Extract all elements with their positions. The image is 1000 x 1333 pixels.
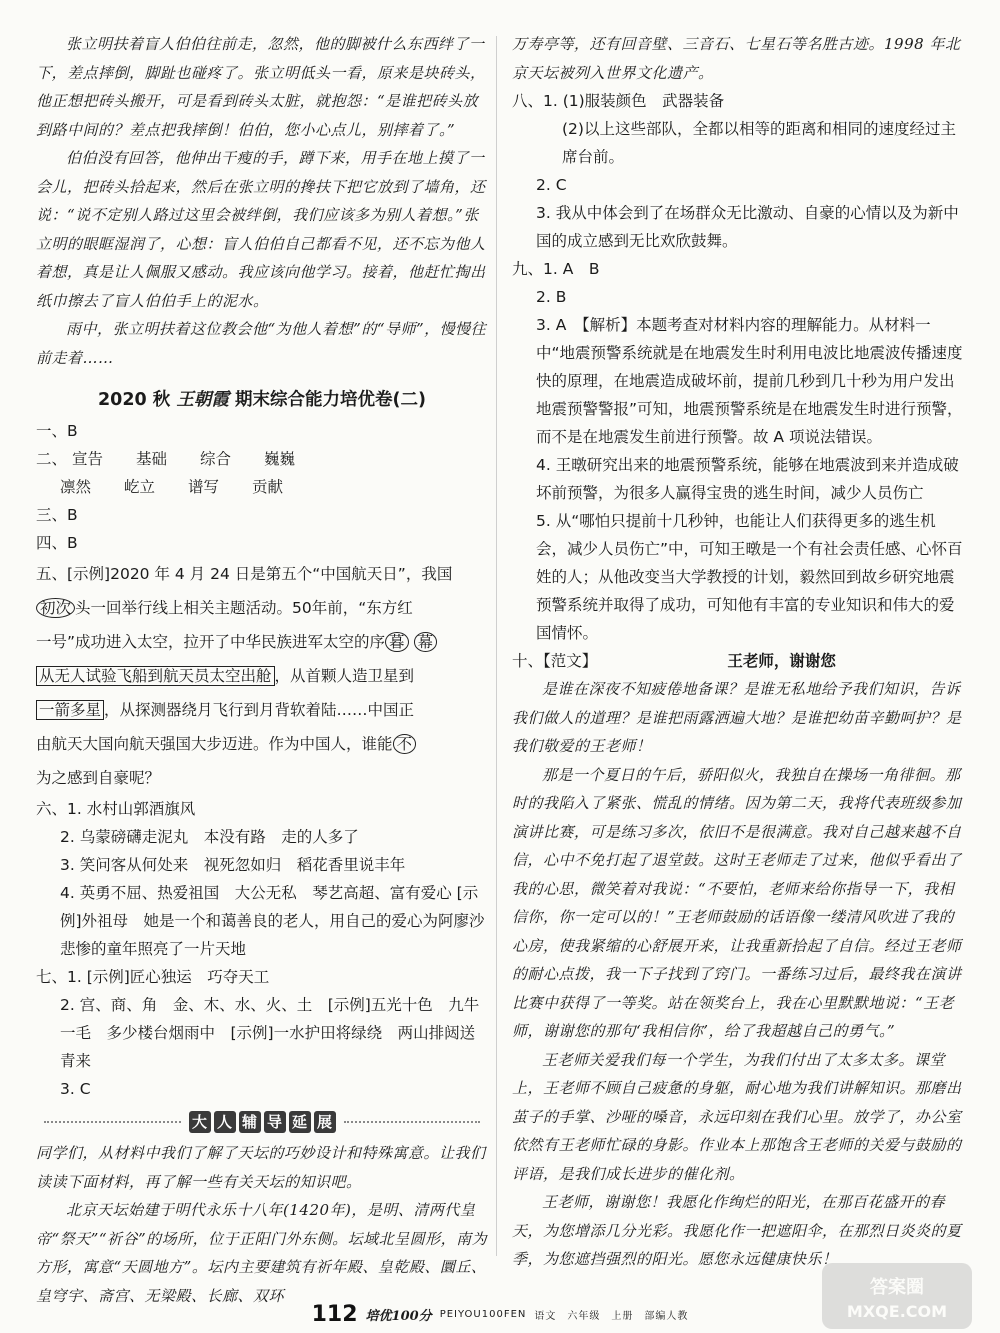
answer-5-line-5	[36, 693, 488, 727]
correction-mark: 幕	[414, 632, 438, 652]
word: 基础	[135, 450, 167, 468]
footer-brand-en: PEIYOU100FEN	[439, 1308, 527, 1320]
banner-char: 导	[264, 1111, 286, 1133]
answer-8-line-3: 2. C	[536, 176, 567, 194]
svg-text:MXQE.COM: MXQE.COM	[846, 1302, 948, 1321]
answer-10-header	[512, 647, 966, 675]
banner-char: 展	[314, 1111, 336, 1133]
answer-5-line-7: 为之感到自豪呢？	[36, 769, 161, 787]
answer-9-line-2: 2. B	[536, 288, 567, 306]
correction-circle: 初次	[36, 598, 75, 618]
answer-1: 一、B	[36, 422, 78, 440]
banner-char: 辅	[239, 1111, 261, 1133]
answer-10-label: 十、【范文】	[512, 652, 598, 670]
banner-char: 延	[289, 1111, 311, 1133]
column-divider	[496, 36, 497, 1256]
boxed-phrase: 一箭多星	[36, 700, 104, 720]
story-paragraph-1: 张立明扶着盲人伯伯往前走，忽然，他的脚被什么东西绊了一下，差点摔倒，脚趾也碰疼了。张立明低头一看，原来是块砖头，他正想把砖头搬开，可是看到砖头太脏，就抱怨：“是谁把砖头放到路中间的？差点把我摔倒！伯伯，您小心点儿，别摔着了。”	[36, 35, 486, 139]
extension-continued: 万寿亭等，还有回音壁、三音石、七星石等名胜古迹。1998 年北京天坛被列入世界文化遗产。	[512, 35, 961, 82]
essay-paragraph-2: 那是一个夏日的午后，骄阳似火，我独自在操场一角徘徊。那时的我陷入了紧张、慌乱的情绪。因为第二天，我将代表班级参加演讲比赛，可是练习多次，依旧不是很满意。我对自己越来越不自信，心中不免打起了退堂鼓。这时王老师走了过来，他似乎看出了我的心思，微笑着对我说：“不要怕，老师来给你指导一下，我相信你，你一定可以的！”王老师鼓励的话语像一缕清风吹进了我的心房，使我紧缩的心舒展开来，让我重新拾起了自信。经过王老师的耐心点拨，我一下子找到了窍门。一番练习过后，最终我在演讲比赛中获得了一等奖。站在领奖台上，我在心里默默地说：“王老师，谢谢您的那句‘我相信你’，给了我超越自己的勇气。”	[512, 765, 962, 1040]
answer-5-line-4	[36, 659, 488, 693]
answer-4: 四、B	[36, 534, 78, 552]
watermark-logo	[822, 1263, 972, 1329]
text: 一号”成功进入太空，拉开了中华民族进军太空的序	[36, 633, 386, 651]
story-paragraph-2: 伯伯没有回答，他伸出干瘦的手，蹲下来，用手在地上摸了一会儿，把砖头拾起来，然后在张立明的搀扶下把它放到了墙角，还说：“说不定别人路过这里会被绊倒，我们应该多为别人着想。”张立明的眼眶湿润了，心想：盲人伯伯自己都看不见，还不忘为他人着想，真是让人佩服又感动。我应该向他学习。接着，他赶忙掏出纸巾擦去了盲人伯伯手上的泥水。	[36, 149, 486, 310]
extension-banner	[36, 1111, 488, 1133]
footer-subtitle: 语文 六年级 上册 部编人教	[534, 1310, 689, 1322]
word: 谱写	[188, 478, 220, 496]
heading-year: 2020 秋	[98, 390, 171, 410]
answer-8-line-4: 3. 我从中体会到了在场群众无比激动、自豪的心情以及为新中国的成立感到无比欢欣鼓舞。	[536, 204, 959, 250]
boxed-phrase: 从无人试验飞船到航天员太空出舱	[36, 666, 275, 686]
answer-8-line-2: (2)以上这些部队，全都以相等的距离和相同的速度经过主席台前。	[562, 120, 956, 166]
story-paragraph-3: 雨中，张立明扶着这位教会他“为他人着想”的“导师”，慢慢往前走着……	[36, 320, 487, 367]
answer-5	[36, 557, 488, 795]
banner-char: 大	[189, 1111, 211, 1133]
text: ，从首颗人造卫星到	[274, 667, 415, 685]
essay-paragraph-4: 王老师，谢谢您！我愿化作绚烂的阳光，在那百花盛开的春天，为您增添几分光彩。我愿化作一把遮阳伞，在那烈日炎炎的夏季，为您遮挡强烈的阳光。愿您永远健康快乐！	[512, 1193, 962, 1268]
banner-char: 人	[214, 1111, 236, 1133]
answer-6-line-1: 六、1. 水村山郭酒旗风	[36, 800, 196, 818]
svg-text:答案圈: 答案圈	[870, 1277, 924, 1298]
left-column	[36, 30, 488, 1310]
footer-brand: 培优100分	[365, 1308, 432, 1324]
word: 凛然	[60, 478, 92, 496]
right-column	[512, 30, 966, 1274]
extension-intro: 同学们，从材料中我们了解了天坛的巧妙设计和特殊寓意。让我们读读下面材料，再了解一些有关天坛的知识吧。	[36, 1144, 486, 1191]
word: 屹立	[124, 478, 156, 496]
answer-9-line-4: 4. 王暾研究出来的地震预警系统，能够在地震波到来并造成破坏前预警，为很多人赢得宝贵的逃生时间，减少人员伤亡	[536, 456, 959, 502]
correction-circle: 暮	[385, 632, 409, 652]
text: 由航天大国向航天强国大步迈进。作为中国人，谁能	[36, 735, 393, 753]
answer-2-row-2	[36, 473, 488, 501]
word: 宣告	[71, 450, 103, 468]
answer-7-line-2: 2. 宫、商、角 金、木、水、火、土 [示例]五光十色 九牛一毛 多少楼台烟雨中 [示例]一水护田将绿绕 两山排闼送青来	[60, 996, 480, 1070]
answer-6-line-2: 2. 乌蒙磅礴走泥丸 本没有路 走的人多了	[60, 828, 359, 846]
answer-9-line-5: 5. 从“哪怕只提前十几秒钟，也能让人们获得更多的逃生机会，减少人员伤亡”中，可知王暾是一个有社会责任感、心怀百姓的人；从他改变当大学教授的计划，毅然回到故乡研究地震预警系统并取得了成功，可知他有丰富的专业知识和伟大的爱国情怀。	[536, 512, 963, 642]
answer-5-line-6	[36, 727, 488, 761]
heading-brand: 王朝霞	[176, 390, 229, 410]
answer-5-line-3	[36, 625, 488, 659]
word: 贡献	[252, 478, 284, 496]
answer-2-label: 二、	[36, 450, 68, 468]
answer-9-line-1: 九、1. A B	[512, 260, 600, 278]
essay-paragraph-3: 王老师关爱我们每一个学生，为我们付出了太多太多。课堂上，王老师不顾自己疲惫的身躯，耐心地为我们讲解知识。那磨出茧子的手掌、沙哑的嗓音，永远印刻在我们心里。放学了，办公室依然有王老师忙碌的身影。作业本上那饱含王老师的关爱与鼓励的评语，是我们成长进步的催化剂。	[512, 1050, 962, 1183]
answer-5-line-2	[36, 591, 488, 625]
exam-heading	[36, 386, 488, 411]
page-number: 112	[311, 1301, 358, 1327]
answer-2	[36, 445, 488, 473]
essay-title: 王老师，谢谢您	[727, 652, 836, 670]
answer-3: 三、B	[36, 506, 78, 524]
answer-6-line-3: 3. 笑问客从何处来 视死忽如归 稻花香里说丰年	[60, 856, 406, 874]
extension-paragraph: 北京天坛始建于明代永乐十八年(1420年)，是明、清两代皇帝“祭天”“祈谷”的场所，位于正阳门外东侧。坛域北呈圆形，南为方形，寓意“天圆地方”。坛内主要建筑有祈年殿、皇乾殿、圜丘、皇穹宇、斋宫、无梁殿、长廊、双环	[36, 1201, 488, 1305]
text: ，从探测器绕月飞行到月背软着陆……中国正	[104, 701, 415, 719]
answer-7-line-1: 七、1. [示例]匠心独运 巧夺天工	[36, 968, 270, 986]
answer-8-line-1: 八、1. (1)服装颜色 武器装备	[512, 92, 725, 110]
correction-mark: 不	[393, 734, 417, 754]
answer-5-line-1: 五、[示例]2020 年 4 月 24 日是第五个“中国航天日”，我国	[36, 565, 453, 583]
answer-7-line-3: 3. C	[60, 1080, 91, 1098]
answer-6-line-4: 4. 英勇不屈、热爱祖国 大公无私 琴艺高超、富有爱心 [示例]外祖母 她是一个和蔼善良的老人，用自己的爱心为阿廖沙悲惨的童年照亮了一片天地	[60, 884, 485, 958]
word: 综合	[199, 450, 231, 468]
heading-title: 期末综合能力培优卷(二)	[235, 390, 426, 410]
text: 头一回举行线上相关主题活动。50年前，“东方红	[75, 599, 413, 617]
essay-paragraph-1: 是谁在深夜不知疲倦地备课？是谁无私地给予我们知识，告诉我们做人的道理？是谁把雨露洒遍大地？是谁把幼苗辛勤呵护？是我们敬爱的王老师！	[512, 680, 962, 755]
answer-9-line-3: 3. A 【解析】本题考查对材料内容的理解能力。从材料一中“地震预警系统就是在地震发生时利用电波比地震波传播速度快的原理，在地震造成破坏前，提前几秒到几十秒为用户发出地震预警警报”可知，地震预警系统是在地震发生时进行预警，而不是在地震发生前进行预警。故 A 项说法错误。	[536, 316, 963, 446]
word: 巍巍	[263, 450, 295, 468]
